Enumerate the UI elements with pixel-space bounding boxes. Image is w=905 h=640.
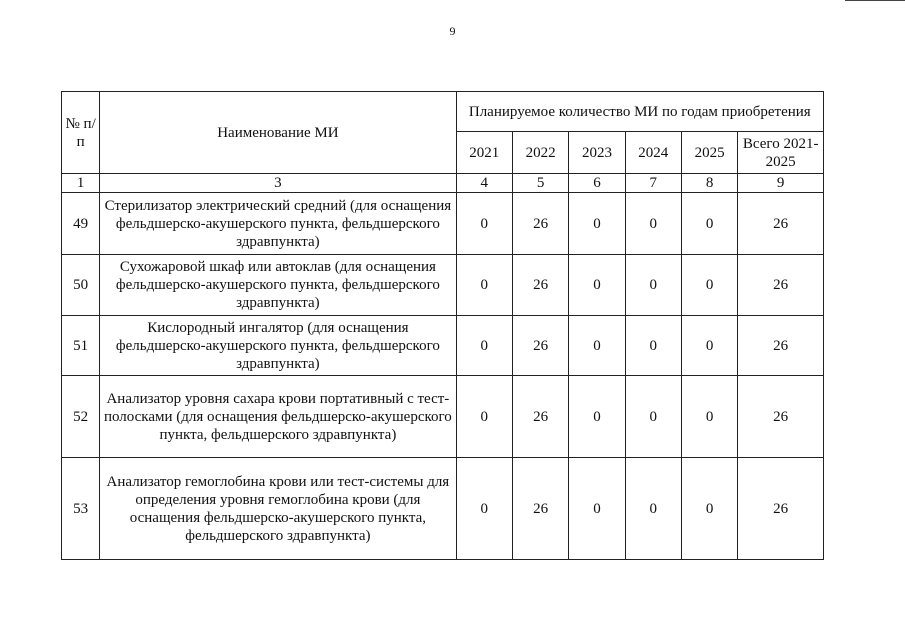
row-name: Кислородный ингалятор (для оснащения фельдшерско-акушерского пункта, фельдшерского здравпункта) <box>100 316 456 376</box>
header-year: 2022 <box>512 132 568 174</box>
row-value: 0 <box>625 316 681 376</box>
table-row <box>62 255 824 316</box>
column-number: 1 <box>62 174 100 193</box>
header-year: 2025 <box>681 132 737 174</box>
row-num: 50 <box>62 255 100 316</box>
header-name: Наименование МИ <box>100 92 456 174</box>
row-total: 26 <box>738 255 824 316</box>
row-value: 0 <box>456 193 512 255</box>
row-value: 0 <box>625 193 681 255</box>
table-row <box>62 316 824 376</box>
header-num: № п/п <box>62 92 100 174</box>
row-value: 0 <box>681 193 737 255</box>
column-number: 5 <box>512 174 568 193</box>
row-value: 0 <box>456 255 512 316</box>
row-name: Сухожаровой шкаф или автоклав (для оснащения фельдшерско-акушерского пункта, фельдшерского здравпункта) <box>100 255 456 316</box>
column-number: 9 <box>738 174 824 193</box>
row-value: 0 <box>569 255 625 316</box>
row-value: 26 <box>512 316 568 376</box>
row-value: 0 <box>569 458 625 560</box>
header-year: 2021 <box>456 132 512 174</box>
column-number: 8 <box>681 174 737 193</box>
table-row <box>62 376 824 458</box>
header-total: Всего 2021-2025 <box>738 132 824 174</box>
row-name: Стерилизатор электрический средний (для оснащения фельдшерско-акушерского пункта, фельдшерского здравпункта) <box>100 193 456 255</box>
row-value: 26 <box>512 458 568 560</box>
column-numbers-row <box>62 174 824 193</box>
header-year: 2024 <box>625 132 681 174</box>
row-total: 26 <box>738 376 824 458</box>
row-value: 0 <box>456 376 512 458</box>
column-number: 6 <box>569 174 625 193</box>
header-row-top <box>62 92 824 132</box>
row-name: Анализатор гемоглобина крови или тест-системы для определения уровня гемоглобина крови (для оснащения фельдшерско-акушерского пункта, фельдшерского здравпункта) <box>100 458 456 560</box>
column-number: 7 <box>625 174 681 193</box>
row-value: 26 <box>512 376 568 458</box>
header-planned: Планируемое количество МИ по годам приобретения <box>456 92 823 132</box>
top-edge-line <box>845 0 905 1</box>
row-num: 52 <box>62 376 100 458</box>
page-number: 9 <box>449 24 456 38</box>
row-value: 0 <box>569 193 625 255</box>
row-num: 53 <box>62 458 100 560</box>
row-value: 0 <box>625 255 681 316</box>
column-number: 3 <box>100 174 456 193</box>
row-value: 26 <box>512 193 568 255</box>
row-value: 0 <box>569 316 625 376</box>
row-total: 26 <box>738 193 824 255</box>
row-value: 0 <box>625 376 681 458</box>
row-name: Анализатор уровня сахара крови портативный с тест-полосками (для оснащения фельдшерско-акушерского пункта, фельдшерского здравпункта) <box>100 376 456 458</box>
header-year: 2023 <box>569 132 625 174</box>
row-value: 0 <box>456 316 512 376</box>
row-value: 0 <box>456 458 512 560</box>
row-value: 0 <box>681 376 737 458</box>
row-value: 0 <box>681 255 737 316</box>
column-number: 4 <box>456 174 512 193</box>
row-total: 26 <box>738 458 824 560</box>
medical-equipment-table <box>61 91 824 560</box>
row-num: 51 <box>62 316 100 376</box>
row-total: 26 <box>738 316 824 376</box>
row-value: 26 <box>512 255 568 316</box>
table-row <box>62 458 824 560</box>
row-value: 0 <box>569 376 625 458</box>
table-row <box>62 193 824 255</box>
row-num: 49 <box>62 193 100 255</box>
row-value: 0 <box>681 458 737 560</box>
row-value: 0 <box>625 458 681 560</box>
row-value: 0 <box>681 316 737 376</box>
